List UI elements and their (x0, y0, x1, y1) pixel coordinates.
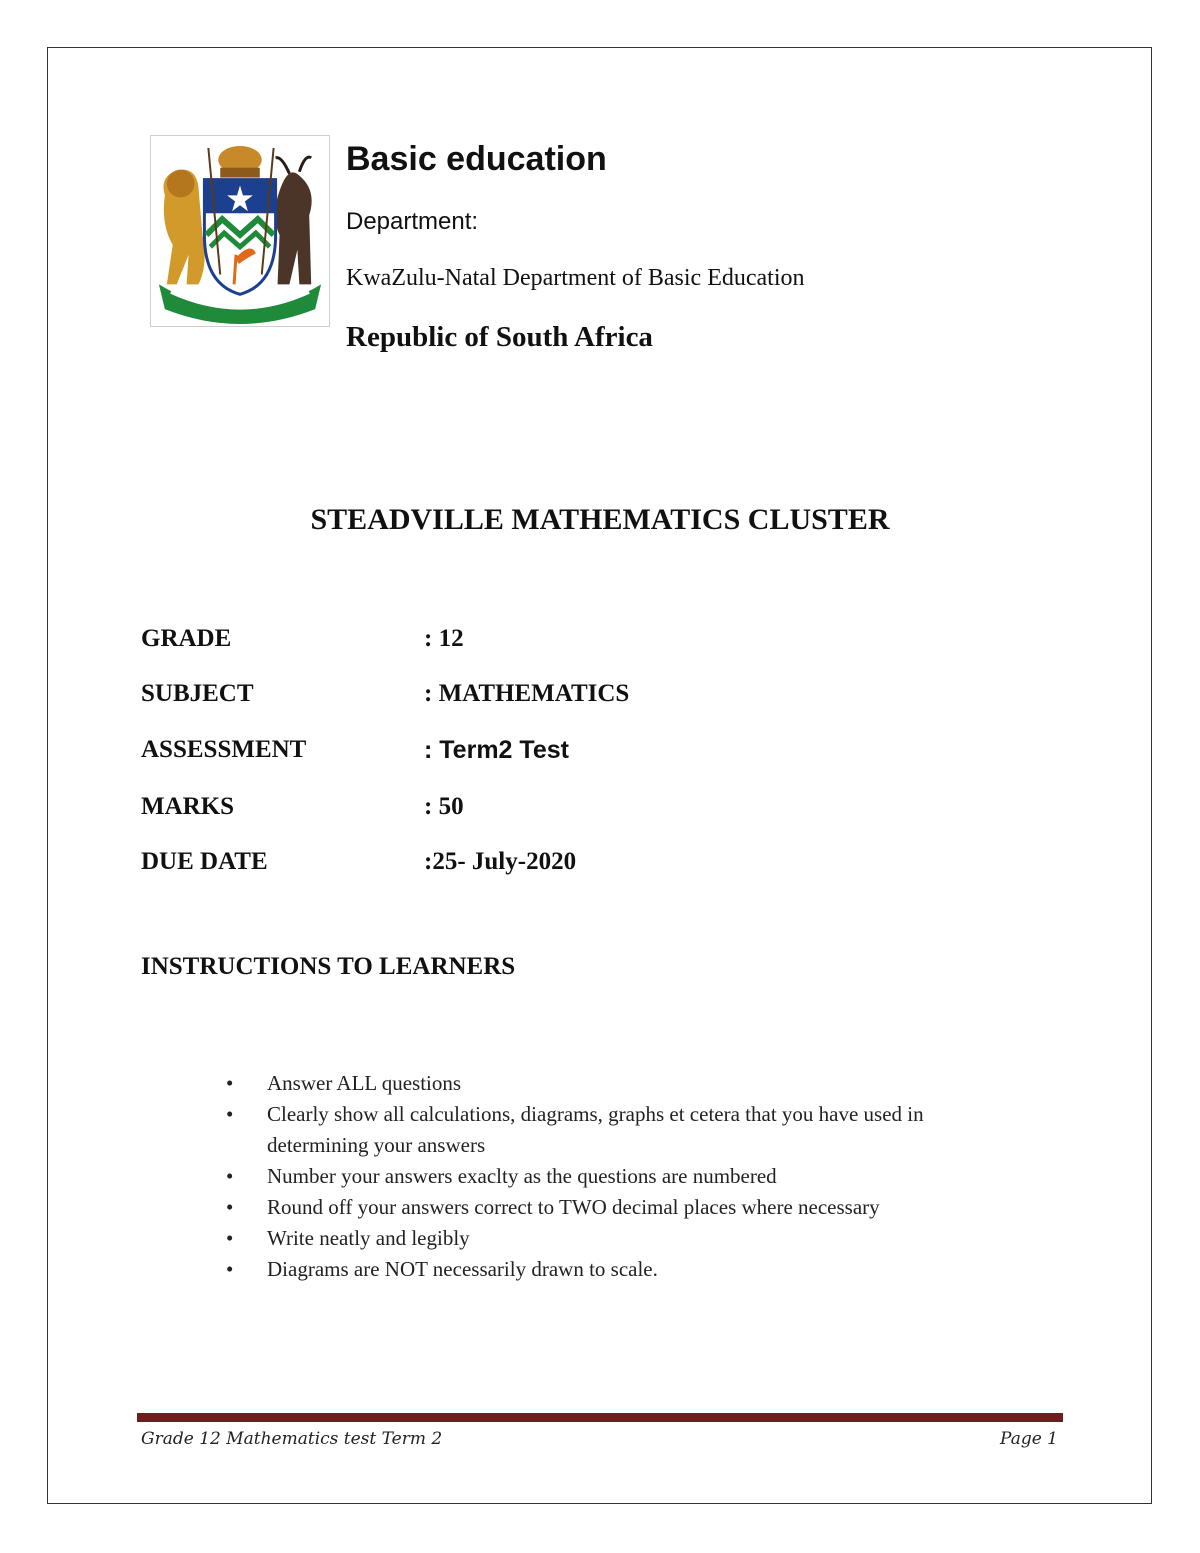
info-label: SUBJECT (141, 680, 254, 707)
bullet-icon: • (226, 1071, 234, 1095)
instruction-text: Answer ALL questions (267, 1071, 462, 1095)
department-title: Basic education (346, 140, 607, 178)
bullet-icon: • (226, 1164, 234, 1188)
list-item (222, 1254, 1022, 1285)
list-item (222, 1161, 1022, 1192)
bullet-icon: • (226, 1226, 234, 1250)
footer-page-number: Page 1 (1000, 1429, 1058, 1449)
info-label: ASSESSMENT (141, 736, 307, 763)
department-label: Department: (346, 208, 479, 235)
instruction-text: Write neatly and legibly (267, 1226, 470, 1250)
footer-document-title: Grade 12 Mathematics test Term 2 (141, 1429, 443, 1449)
footer-divider (137, 1413, 1063, 1422)
bullet-icon: • (226, 1257, 234, 1281)
list-item (222, 1068, 1022, 1099)
info-label: GRADE (141, 625, 232, 652)
info-value: :25- July-2020 (424, 848, 577, 875)
list-item (222, 1223, 1022, 1254)
list-item (222, 1099, 1022, 1161)
info-value: : Term2 Test (424, 736, 569, 764)
instructions-list (222, 1068, 1022, 1285)
country-name: Republic of South Africa (346, 321, 653, 353)
list-item (222, 1192, 1022, 1223)
info-value: : MATHEMATICS (424, 680, 630, 707)
instruction-text: Diagrams are NOT necessarily drawn to scale. (267, 1257, 658, 1281)
bullet-icon: • (226, 1102, 234, 1126)
coat-of-arms-logo (150, 135, 330, 327)
instruction-text: Clearly show all calculations, diagrams, graphs et cetera that you have used in determining your answers (267, 1102, 924, 1157)
cluster-title: STEADVILLE MATHEMATICS CLUSTER (310, 503, 890, 536)
bullet-icon: • (226, 1195, 234, 1219)
info-value: : 12 (424, 625, 464, 652)
instruction-text: Round off your answers correct to TWO decimal places where necessary (267, 1195, 880, 1219)
info-value: : 50 (424, 793, 464, 820)
info-label: MARKS (141, 793, 235, 820)
instructions-heading: INSTRUCTIONS TO LEARNERS (141, 953, 516, 980)
info-label: DUE DATE (141, 848, 268, 875)
department-name: KwaZulu-Natal Department of Basic Education (346, 265, 805, 291)
instruction-text: Number your answers exaclty as the questions are numbered (267, 1164, 777, 1188)
